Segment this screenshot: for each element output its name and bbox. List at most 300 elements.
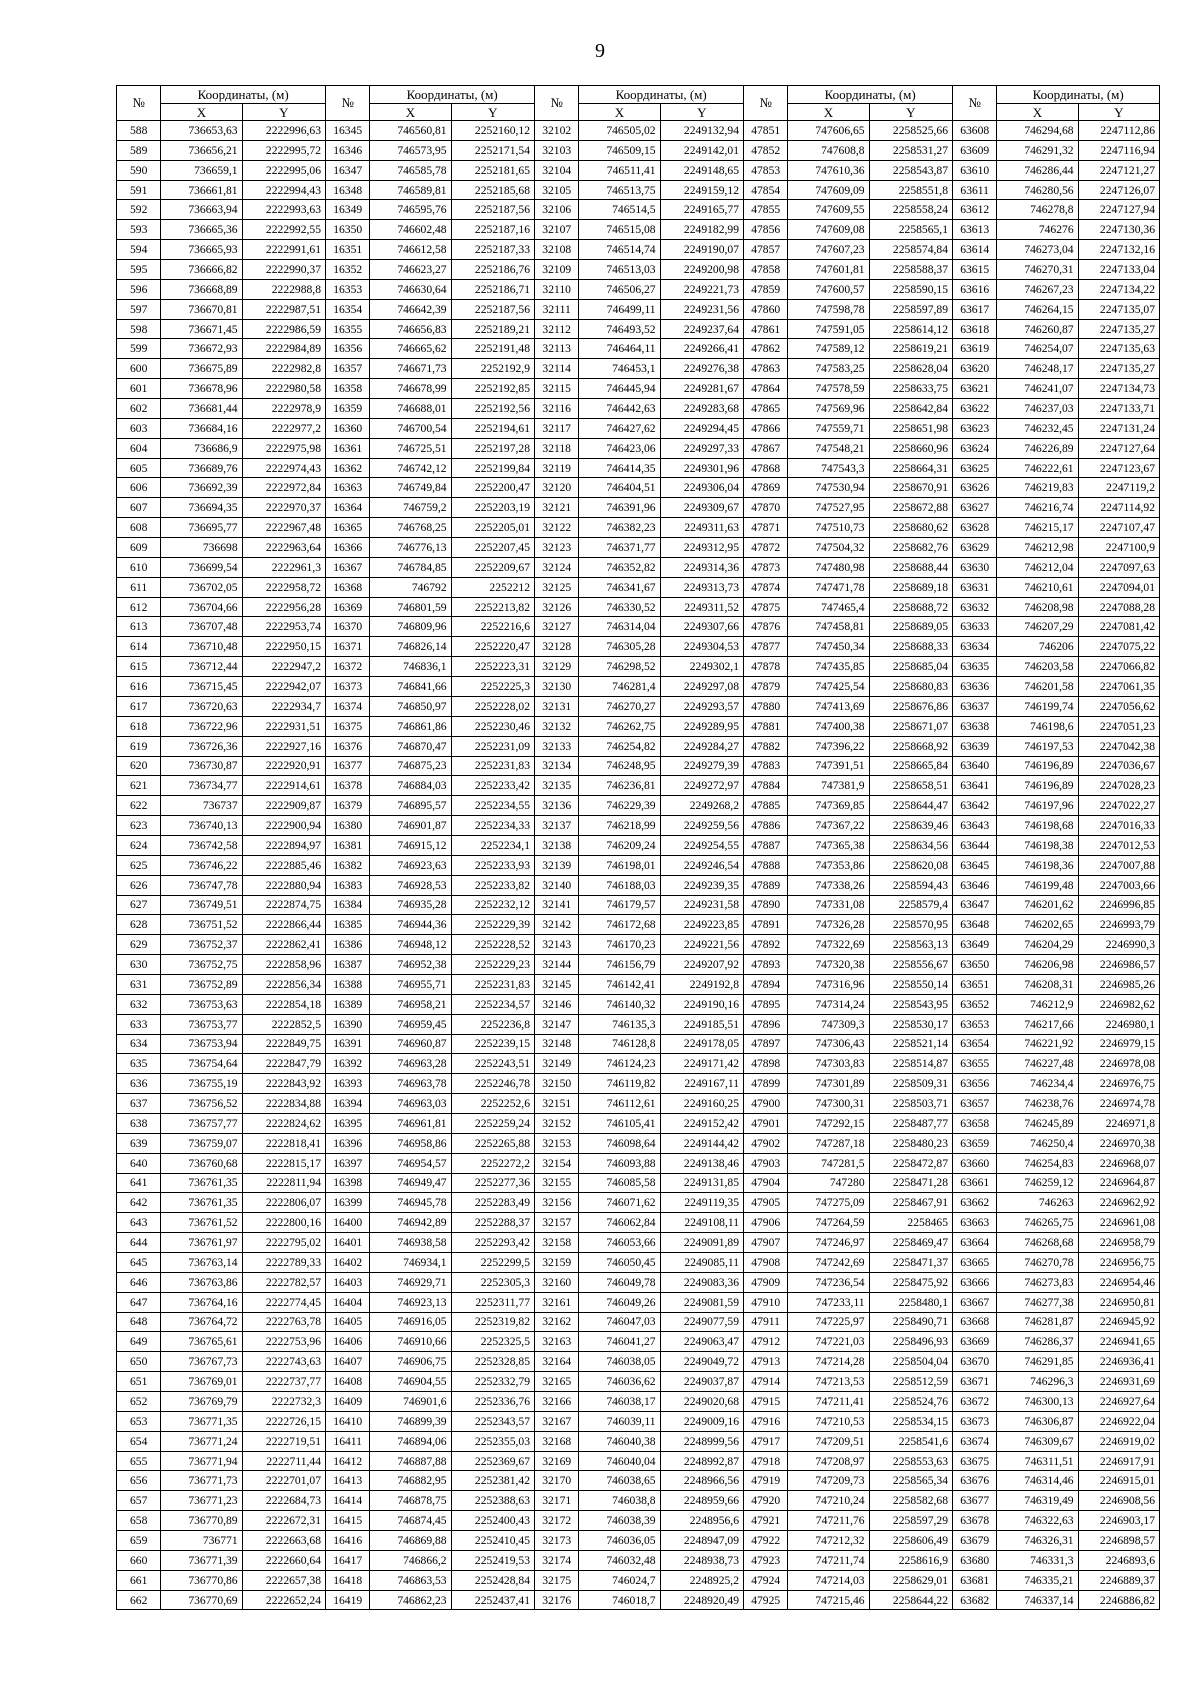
x-coordinate-cell: 746826,14 <box>370 637 451 657</box>
point-number-cell: 16378 <box>326 776 370 796</box>
table-row <box>117 915 1160 935</box>
x-coordinate-cell: 746049,78 <box>579 1272 660 1292</box>
point-number-cell: 47863 <box>744 359 788 379</box>
y-coordinate-cell: 2246974,78 <box>1078 1094 1159 1114</box>
x-coordinate-cell: 746062,84 <box>579 1213 660 1233</box>
y-coordinate-cell: 2247075,22 <box>1078 637 1159 657</box>
x-coordinate-cell: 746198,6 <box>997 716 1078 736</box>
x-coordinate-cell: 736707,48 <box>161 617 242 637</box>
y-coordinate-cell: 2258531,27 <box>869 140 952 160</box>
point-number-cell: 47915 <box>744 1392 788 1412</box>
y-coordinate-cell: 2252228,02 <box>451 696 534 716</box>
y-coordinate-cell: 2222972,84 <box>242 478 325 498</box>
y-coordinate-cell: 2258551,8 <box>869 180 952 200</box>
y-coordinate-cell: 2222995,72 <box>242 140 325 160</box>
point-number-cell: 32118 <box>535 438 579 458</box>
point-number-cell: 623 <box>117 816 161 836</box>
y-coordinate-cell: 2258620,08 <box>869 855 952 875</box>
y-coordinate-cell: 2258590,15 <box>869 279 952 299</box>
point-number-cell: 16407 <box>326 1352 370 1372</box>
x-coordinate-cell: 746208,31 <box>997 974 1078 994</box>
x-coordinate-cell: 747606,65 <box>788 121 869 141</box>
point-number-cell: 63655 <box>953 1054 997 1074</box>
y-coordinate-cell: 2247100,9 <box>1078 538 1159 558</box>
point-number-cell: 63610 <box>953 160 997 180</box>
point-number-cell: 16360 <box>326 418 370 438</box>
x-coordinate-cell: 747610,36 <box>788 160 869 180</box>
point-number-cell: 47883 <box>744 756 788 776</box>
x-coordinate-cell: 747471,78 <box>788 577 869 597</box>
x-coordinate-cell: 746198,38 <box>997 835 1078 855</box>
point-number-cell: 63671 <box>953 1372 997 1392</box>
x-coordinate-cell: 746493,52 <box>579 319 660 339</box>
x-coordinate-cell: 736756,52 <box>161 1094 242 1114</box>
x-coordinate-cell: 746291,32 <box>997 140 1078 160</box>
point-number-cell: 613 <box>117 617 161 637</box>
point-number-cell: 16380 <box>326 816 370 836</box>
point-number-cell: 16404 <box>326 1292 370 1312</box>
x-coordinate-cell: 746199,48 <box>997 875 1078 895</box>
point-number-cell: 32148 <box>535 1034 579 1054</box>
point-number-cell: 627 <box>117 895 161 915</box>
point-number-cell: 63659 <box>953 1133 997 1153</box>
x-coordinate-cell: 746928,53 <box>370 875 451 895</box>
x-coordinate-cell: 747391,51 <box>788 756 869 776</box>
point-number-cell: 47911 <box>744 1312 788 1332</box>
table-row <box>117 1074 1160 1094</box>
x-coordinate-cell: 746237,03 <box>997 399 1078 419</box>
point-number-cell: 63626 <box>953 478 997 498</box>
y-coordinate-cell: 2258471,37 <box>869 1252 952 1272</box>
y-coordinate-cell: 2222852,5 <box>242 1014 325 1034</box>
x-coordinate-cell: 746038,05 <box>579 1352 660 1372</box>
table-row <box>117 1590 1160 1610</box>
point-number-cell: 16366 <box>326 538 370 558</box>
x-coordinate-cell: 736653,63 <box>161 121 242 141</box>
y-column-header: Y <box>1078 104 1159 121</box>
y-coordinate-cell: 2249231,58 <box>660 895 743 915</box>
point-number-cell: 47872 <box>744 538 788 558</box>
y-coordinate-cell: 2249182,99 <box>660 220 743 240</box>
point-number-cell: 63615 <box>953 260 997 280</box>
y-coordinate-cell: 2258664,31 <box>869 458 952 478</box>
y-coordinate-cell: 2252299,5 <box>451 1252 534 1272</box>
point-number-cell: 32128 <box>535 637 579 657</box>
y-coordinate-cell: 2252328,85 <box>451 1352 534 1372</box>
number-column-header: № <box>953 86 997 121</box>
x-coordinate-cell: 747607,23 <box>788 240 869 260</box>
x-coordinate-cell: 746850,97 <box>370 696 451 716</box>
x-coordinate-cell: 736761,52 <box>161 1213 242 1233</box>
point-number-cell: 16382 <box>326 855 370 875</box>
x-coordinate-cell: 736751,52 <box>161 915 242 935</box>
x-coordinate-cell: 736698 <box>161 538 242 558</box>
point-number-cell: 16358 <box>326 379 370 399</box>
y-coordinate-cell: 2249085,11 <box>660 1252 743 1272</box>
table-row <box>117 657 1160 677</box>
x-coordinate-cell: 747400,38 <box>788 716 869 736</box>
y-coordinate-cell: 2252205,01 <box>451 518 534 538</box>
x-coordinate-cell: 747287,18 <box>788 1133 869 1153</box>
point-number-cell: 641 <box>117 1173 161 1193</box>
y-coordinate-cell: 2249302,1 <box>660 657 743 677</box>
y-coordinate-cell: 2252243,51 <box>451 1054 534 1074</box>
table-row <box>117 1511 1160 1531</box>
point-number-cell: 597 <box>117 299 161 319</box>
y-coordinate-cell: 2252187,16 <box>451 220 534 240</box>
x-coordinate-cell: 736770,89 <box>161 1511 242 1531</box>
x-coordinate-cell: 736712,44 <box>161 657 242 677</box>
y-coordinate-cell: 2222994,43 <box>242 180 325 200</box>
x-coordinate-cell: 736769,79 <box>161 1392 242 1412</box>
x-coordinate-cell: 746296,3 <box>997 1372 1078 1392</box>
x-coordinate-cell: 747609,09 <box>788 180 869 200</box>
y-coordinate-cell: 2252186,76 <box>451 260 534 280</box>
y-coordinate-cell: 2222800,16 <box>242 1213 325 1233</box>
number-column-header: № <box>744 86 788 121</box>
point-number-cell: 47903 <box>744 1153 788 1173</box>
point-number-cell: 16406 <box>326 1332 370 1352</box>
x-coordinate-cell: 747309,3 <box>788 1014 869 1034</box>
x-coordinate-cell: 736754,64 <box>161 1054 242 1074</box>
x-coordinate-cell: 746453,1 <box>579 359 660 379</box>
table-row <box>117 1411 1160 1431</box>
y-coordinate-cell: 2249279,39 <box>660 756 743 776</box>
y-coordinate-cell: 2252305,3 <box>451 1272 534 1292</box>
point-number-cell: 16386 <box>326 935 370 955</box>
y-coordinate-cell: 2246956,75 <box>1078 1252 1159 1272</box>
point-number-cell: 648 <box>117 1312 161 1332</box>
y-coordinate-cell: 2222684,73 <box>242 1491 325 1511</box>
point-number-cell: 608 <box>117 518 161 538</box>
point-number-cell: 16401 <box>326 1233 370 1253</box>
y-coordinate-cell: 2222986,59 <box>242 319 325 339</box>
y-coordinate-cell: 2252236,8 <box>451 1014 534 1034</box>
x-coordinate-cell: 746330,52 <box>579 597 660 617</box>
y-coordinate-cell: 2247133,04 <box>1078 260 1159 280</box>
x-coordinate-cell: 747353,86 <box>788 855 869 875</box>
point-number-cell: 47859 <box>744 279 788 299</box>
x-coordinate-cell: 746784,85 <box>370 557 451 577</box>
coordinates-column-header: Координаты, (м) <box>579 86 744 104</box>
point-number-cell: 32161 <box>535 1292 579 1312</box>
point-number-cell: 32155 <box>535 1173 579 1193</box>
point-number-cell: 63619 <box>953 339 997 359</box>
table-row <box>117 200 1160 220</box>
x-coordinate-cell: 746573,95 <box>370 140 451 160</box>
point-number-cell: 47893 <box>744 955 788 975</box>
x-coordinate-cell: 746196,89 <box>997 756 1078 776</box>
y-coordinate-cell: 2246958,79 <box>1078 1233 1159 1253</box>
x-coordinate-cell: 736689,76 <box>161 458 242 478</box>
point-number-cell: 63649 <box>953 935 997 955</box>
y-coordinate-cell: 2249309,67 <box>660 498 743 518</box>
x-coordinate-cell: 747303,83 <box>788 1054 869 1074</box>
y-coordinate-cell: 2258480,23 <box>869 1133 952 1153</box>
x-coordinate-cell: 746268,68 <box>997 1233 1078 1253</box>
x-coordinate-cell: 736771,35 <box>161 1411 242 1431</box>
x-coordinate-cell: 736764,72 <box>161 1312 242 1332</box>
y-coordinate-cell: 2252220,47 <box>451 637 534 657</box>
point-number-cell: 607 <box>117 498 161 518</box>
x-coordinate-cell: 746311,51 <box>997 1451 1078 1471</box>
y-coordinate-cell: 2247097,63 <box>1078 557 1159 577</box>
x-coordinate-cell: 747331,08 <box>788 895 869 915</box>
y-coordinate-cell: 2222950,15 <box>242 637 325 657</box>
point-number-cell: 47870 <box>744 498 788 518</box>
point-number-cell: 16370 <box>326 617 370 637</box>
point-number-cell: 16372 <box>326 657 370 677</box>
x-coordinate-cell: 746053,66 <box>579 1233 660 1253</box>
y-coordinate-cell: 2247112,86 <box>1078 121 1159 141</box>
point-number-cell: 642 <box>117 1193 161 1213</box>
point-number-cell: 63648 <box>953 915 997 935</box>
point-number-cell: 63664 <box>953 1233 997 1253</box>
x-coordinate-cell: 736753,77 <box>161 1014 242 1034</box>
x-coordinate-cell: 736678,96 <box>161 379 242 399</box>
y-coordinate-cell: 2222657,38 <box>242 1570 325 1590</box>
x-coordinate-cell: 747381,9 <box>788 776 869 796</box>
x-coordinate-cell: 747504,32 <box>788 538 869 558</box>
point-number-cell: 16402 <box>326 1252 370 1272</box>
x-coordinate-cell: 747609,08 <box>788 220 869 240</box>
x-coordinate-cell: 746204,29 <box>997 935 1078 955</box>
x-coordinate-cell: 746809,96 <box>370 617 451 637</box>
point-number-cell: 63632 <box>953 597 997 617</box>
point-number-cell: 32154 <box>535 1153 579 1173</box>
y-coordinate-cell: 2249223,85 <box>660 915 743 935</box>
y-coordinate-cell: 2258670,91 <box>869 478 952 498</box>
point-number-cell: 32137 <box>535 816 579 836</box>
point-number-cell: 63660 <box>953 1153 997 1173</box>
y-coordinate-cell: 2258651,98 <box>869 418 952 438</box>
x-coordinate-cell: 746260,87 <box>997 319 1078 339</box>
y-coordinate-cell: 2222774,45 <box>242 1292 325 1312</box>
x-coordinate-cell: 746286,37 <box>997 1332 1078 1352</box>
y-coordinate-cell: 2252410,45 <box>451 1531 534 1551</box>
x-coordinate-cell: 746869,88 <box>370 1531 451 1551</box>
y-coordinate-cell: 2252207,45 <box>451 538 534 558</box>
y-coordinate-cell: 2252319,82 <box>451 1312 534 1332</box>
x-coordinate-cell: 746197,96 <box>997 796 1078 816</box>
x-coordinate-cell: 747280 <box>788 1173 869 1193</box>
x-coordinate-cell: 746836,1 <box>370 657 451 677</box>
table-header <box>117 86 1160 121</box>
x-coordinate-cell: 746665,62 <box>370 339 451 359</box>
point-number-cell: 63623 <box>953 418 997 438</box>
y-coordinate-cell: 2249313,73 <box>660 577 743 597</box>
y-coordinate-cell: 2247061,35 <box>1078 677 1159 697</box>
point-number-cell: 16374 <box>326 696 370 716</box>
x-coordinate-cell: 747578,59 <box>788 379 869 399</box>
x-coordinate-cell: 746229,39 <box>579 796 660 816</box>
y-coordinate-cell: 2222834,88 <box>242 1094 325 1114</box>
x-coordinate-cell: 746509,15 <box>579 140 660 160</box>
y-coordinate-cell: 2247127,94 <box>1078 200 1159 220</box>
x-coordinate-cell: 746499,11 <box>579 299 660 319</box>
point-number-cell: 63625 <box>953 458 997 478</box>
y-coordinate-cell: 2222719,51 <box>242 1431 325 1451</box>
table-row <box>117 498 1160 518</box>
y-coordinate-cell: 2222967,48 <box>242 518 325 538</box>
point-number-cell: 47912 <box>744 1332 788 1352</box>
x-coordinate-cell: 736699,54 <box>161 557 242 577</box>
coordinates-column-header: Координаты, (м) <box>161 86 326 104</box>
point-number-cell: 47892 <box>744 935 788 955</box>
point-number-cell: 47858 <box>744 260 788 280</box>
x-coordinate-cell: 746915,12 <box>370 835 451 855</box>
x-coordinate-cell: 746291,85 <box>997 1352 1078 1372</box>
y-coordinate-cell: 2258556,67 <box>869 955 952 975</box>
y-coordinate-cell: 2249152,42 <box>660 1113 743 1133</box>
x-coordinate-cell: 746404,51 <box>579 478 660 498</box>
y-coordinate-cell: 2246961,08 <box>1078 1213 1159 1233</box>
y-coordinate-cell: 2258597,89 <box>869 299 952 319</box>
x-coordinate-cell: 746901,6 <box>370 1392 451 1412</box>
table-row <box>117 1471 1160 1491</box>
table-row <box>117 1451 1160 1471</box>
point-number-cell: 32142 <box>535 915 579 935</box>
y-coordinate-cell: 2248992,87 <box>660 1451 743 1471</box>
x-coordinate-cell: 746314,04 <box>579 617 660 637</box>
x-coordinate-cell: 746963,78 <box>370 1074 451 1094</box>
x-coordinate-cell: 746602,48 <box>370 220 451 240</box>
point-number-cell: 47920 <box>744 1491 788 1511</box>
point-number-cell: 32158 <box>535 1233 579 1253</box>
point-number-cell: 32111 <box>535 299 579 319</box>
x-coordinate-cell: 747214,03 <box>788 1570 869 1590</box>
y-coordinate-cell: 2249283,68 <box>660 399 743 419</box>
point-number-cell: 32119 <box>535 458 579 478</box>
point-number-cell: 598 <box>117 319 161 339</box>
y-coordinate-cell: 2258688,33 <box>869 637 952 657</box>
point-number-cell: 47871 <box>744 518 788 538</box>
y-coordinate-cell: 2249259,56 <box>660 816 743 836</box>
y-coordinate-cell: 2247066,82 <box>1078 657 1159 677</box>
y-coordinate-cell: 2252259,24 <box>451 1113 534 1133</box>
point-number-cell: 47873 <box>744 557 788 577</box>
x-coordinate-cell: 736761,35 <box>161 1193 242 1213</box>
y-coordinate-cell: 2249020,68 <box>660 1392 743 1412</box>
point-number-cell: 16417 <box>326 1550 370 1570</box>
y-coordinate-cell: 2222956,28 <box>242 597 325 617</box>
y-coordinate-cell: 2258579,4 <box>869 895 952 915</box>
point-number-cell: 63682 <box>953 1590 997 1610</box>
x-coordinate-cell: 747264,59 <box>788 1213 869 1233</box>
y-coordinate-cell: 2258682,76 <box>869 538 952 558</box>
y-coordinate-cell: 2247116,94 <box>1078 140 1159 160</box>
y-coordinate-cell: 2252246,78 <box>451 1074 534 1094</box>
y-coordinate-cell: 2249266,41 <box>660 339 743 359</box>
y-coordinate-cell: 2252212 <box>451 577 534 597</box>
point-number-cell: 620 <box>117 756 161 776</box>
x-coordinate-cell: 746942,89 <box>370 1213 451 1233</box>
x-coordinate-cell: 746219,83 <box>997 478 1078 498</box>
x-coordinate-cell: 746391,96 <box>579 498 660 518</box>
x-coordinate-cell: 746514,74 <box>579 240 660 260</box>
y-coordinate-cell: 2222987,51 <box>242 299 325 319</box>
y-coordinate-cell: 2246979,15 <box>1078 1034 1159 1054</box>
point-number-cell: 590 <box>117 160 161 180</box>
table-row <box>117 557 1160 577</box>
y-coordinate-cell: 2249301,96 <box>660 458 743 478</box>
x-coordinate-cell: 736765,61 <box>161 1332 242 1352</box>
point-number-cell: 63630 <box>953 557 997 577</box>
y-coordinate-cell: 2246993,79 <box>1078 915 1159 935</box>
point-number-cell: 32105 <box>535 180 579 200</box>
point-number-cell: 16387 <box>326 955 370 975</box>
x-coordinate-cell: 747458,81 <box>788 617 869 637</box>
x-coordinate-cell: 746863,53 <box>370 1570 451 1590</box>
x-coordinate-cell: 746263 <box>997 1193 1078 1213</box>
point-number-cell: 63629 <box>953 538 997 558</box>
point-number-cell: 32156 <box>535 1193 579 1213</box>
point-number-cell: 63678 <box>953 1511 997 1531</box>
x-coordinate-cell: 747242,69 <box>788 1252 869 1272</box>
x-coordinate-cell: 746319,49 <box>997 1491 1078 1511</box>
y-coordinate-cell: 2249167,11 <box>660 1074 743 1094</box>
x-coordinate-cell: 736763,14 <box>161 1252 242 1272</box>
y-coordinate-cell: 2246990,3 <box>1078 935 1159 955</box>
x-coordinate-cell: 746248,95 <box>579 756 660 776</box>
table-row <box>117 140 1160 160</box>
point-number-cell: 63677 <box>953 1491 997 1511</box>
point-number-cell: 32108 <box>535 240 579 260</box>
point-number-cell: 600 <box>117 359 161 379</box>
y-coordinate-cell: 2222847,79 <box>242 1054 325 1074</box>
x-coordinate-cell: 746038,17 <box>579 1392 660 1412</box>
point-number-cell: 32173 <box>535 1531 579 1551</box>
point-number-cell: 592 <box>117 200 161 220</box>
point-number-cell: 16409 <box>326 1392 370 1412</box>
y-coordinate-cell: 2258672,88 <box>869 498 952 518</box>
x-coordinate-cell: 747322,69 <box>788 935 869 955</box>
point-number-cell: 662 <box>117 1590 161 1610</box>
point-number-cell: 63635 <box>953 657 997 677</box>
point-number-cell: 63611 <box>953 180 997 200</box>
y-coordinate-cell: 2247114,92 <box>1078 498 1159 518</box>
x-coordinate-cell: 747591,05 <box>788 319 869 339</box>
y-coordinate-cell: 2222737,77 <box>242 1372 325 1392</box>
point-number-cell: 660 <box>117 1550 161 1570</box>
x-coordinate-cell: 747367,22 <box>788 816 869 836</box>
point-number-cell: 16416 <box>326 1531 370 1551</box>
point-number-cell: 63666 <box>953 1272 997 1292</box>
x-coordinate-cell: 746929,71 <box>370 1272 451 1292</box>
point-number-cell: 47869 <box>744 478 788 498</box>
x-coordinate-cell: 746954,57 <box>370 1153 451 1173</box>
y-coordinate-cell: 2252223,31 <box>451 657 534 677</box>
x-coordinate-cell: 747369,85 <box>788 796 869 816</box>
y-coordinate-cell: 2222984,89 <box>242 339 325 359</box>
x-coordinate-cell: 746286,44 <box>997 160 1078 180</box>
x-coordinate-cell: 736749,51 <box>161 895 242 915</box>
point-number-cell: 617 <box>117 696 161 716</box>
x-coordinate-cell: 746382,23 <box>579 518 660 538</box>
x-coordinate-cell: 747569,96 <box>788 399 869 419</box>
y-coordinate-cell: 2252293,42 <box>451 1233 534 1253</box>
x-coordinate-cell: 746241,07 <box>997 379 1078 399</box>
x-coordinate-cell: 746749,84 <box>370 478 451 498</box>
x-coordinate-cell: 746923,63 <box>370 855 451 875</box>
x-coordinate-cell: 746201,62 <box>997 895 1078 915</box>
x-coordinate-cell: 746884,03 <box>370 776 451 796</box>
table-row <box>117 816 1160 836</box>
x-coordinate-cell: 736771,39 <box>161 1550 242 1570</box>
point-number-cell: 47918 <box>744 1451 788 1471</box>
table-row <box>117 180 1160 200</box>
point-number-cell: 601 <box>117 379 161 399</box>
